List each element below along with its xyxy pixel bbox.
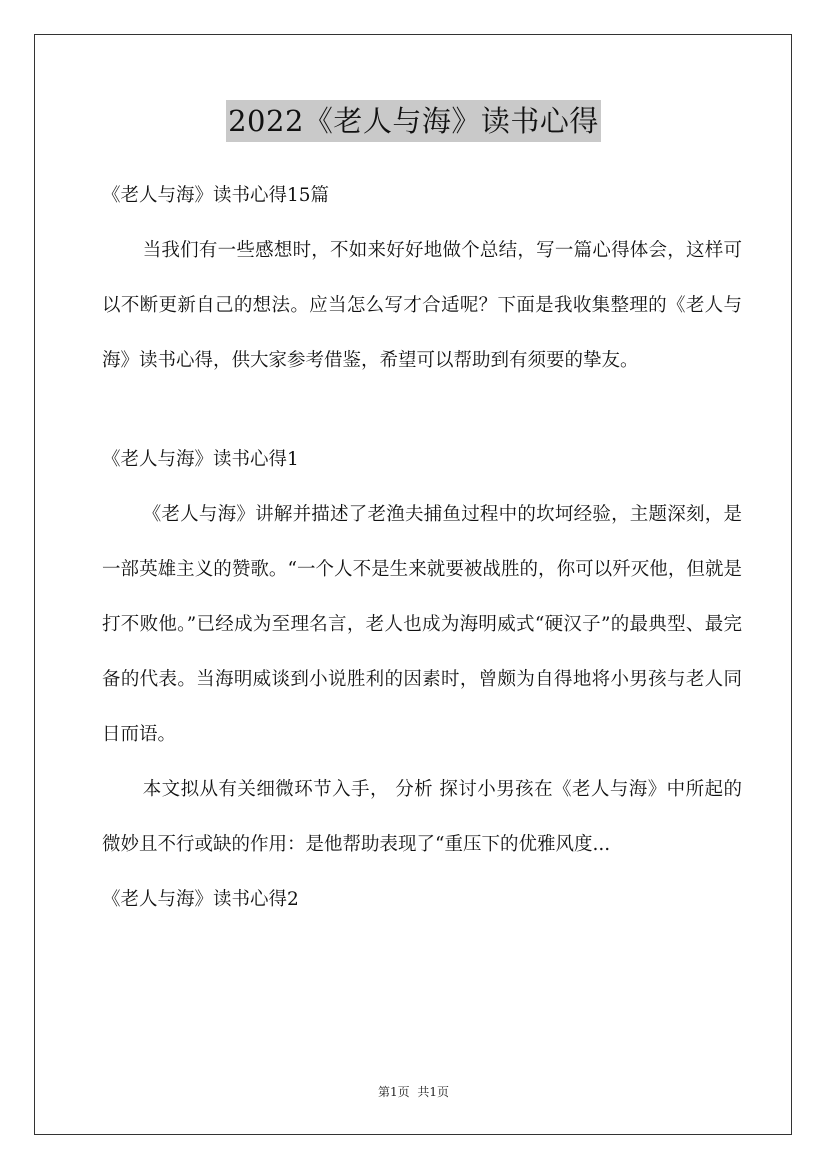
document-body: [102, 168, 742, 927]
page-number: 第1页: [378, 1085, 410, 1099]
section1-paragraph-1: 《老人与海》讲解并描述了老渔夫捕鱼过程中的坎坷经验，主题深刻，是一部英雄主义的赞歌。“一个人不是生来就要被战胜的，你可以歼灭他，但就是打不败他。”已经成为至理名言，老人也成为海明威式“硬汉子”的最典型、最完备的代表。当海明威谈到小说胜利的因素时，曾颇为自得地将小男孩与老人同日而语。: [102, 504, 742, 745]
intro-paragraph: 当我们有一些感想时，不如来好好地做个总结，写一篇心得体会，这样可以不断更新自己的想法。应当怎么写才合适呢？下面是我收集整理的《老人与海》读书心得，供大家参考借鉴，希望可以帮助到有须要的挚友。: [102, 240, 742, 371]
document-title: 2022《老人与海》读书心得: [226, 100, 601, 142]
page-total: 共1页: [417, 1085, 449, 1099]
title-container: [0, 100, 827, 142]
page-footer: [0, 1082, 827, 1102]
section1-heading: 《老人与海》读书心得1: [102, 449, 299, 470]
subtitle: 《老人与海》读书心得15篇: [102, 185, 330, 206]
section-spacer: [102, 388, 742, 432]
section1-paragraph-2: 本文拟从有关细微环节入手， 分析 探讨小男孩在《老人与海》中所起的微妙且不行或缺的作用：是他帮助表现了“重压下的优雅风度...: [102, 779, 742, 855]
section2-heading: 《老人与海》读书心得2: [102, 889, 299, 910]
